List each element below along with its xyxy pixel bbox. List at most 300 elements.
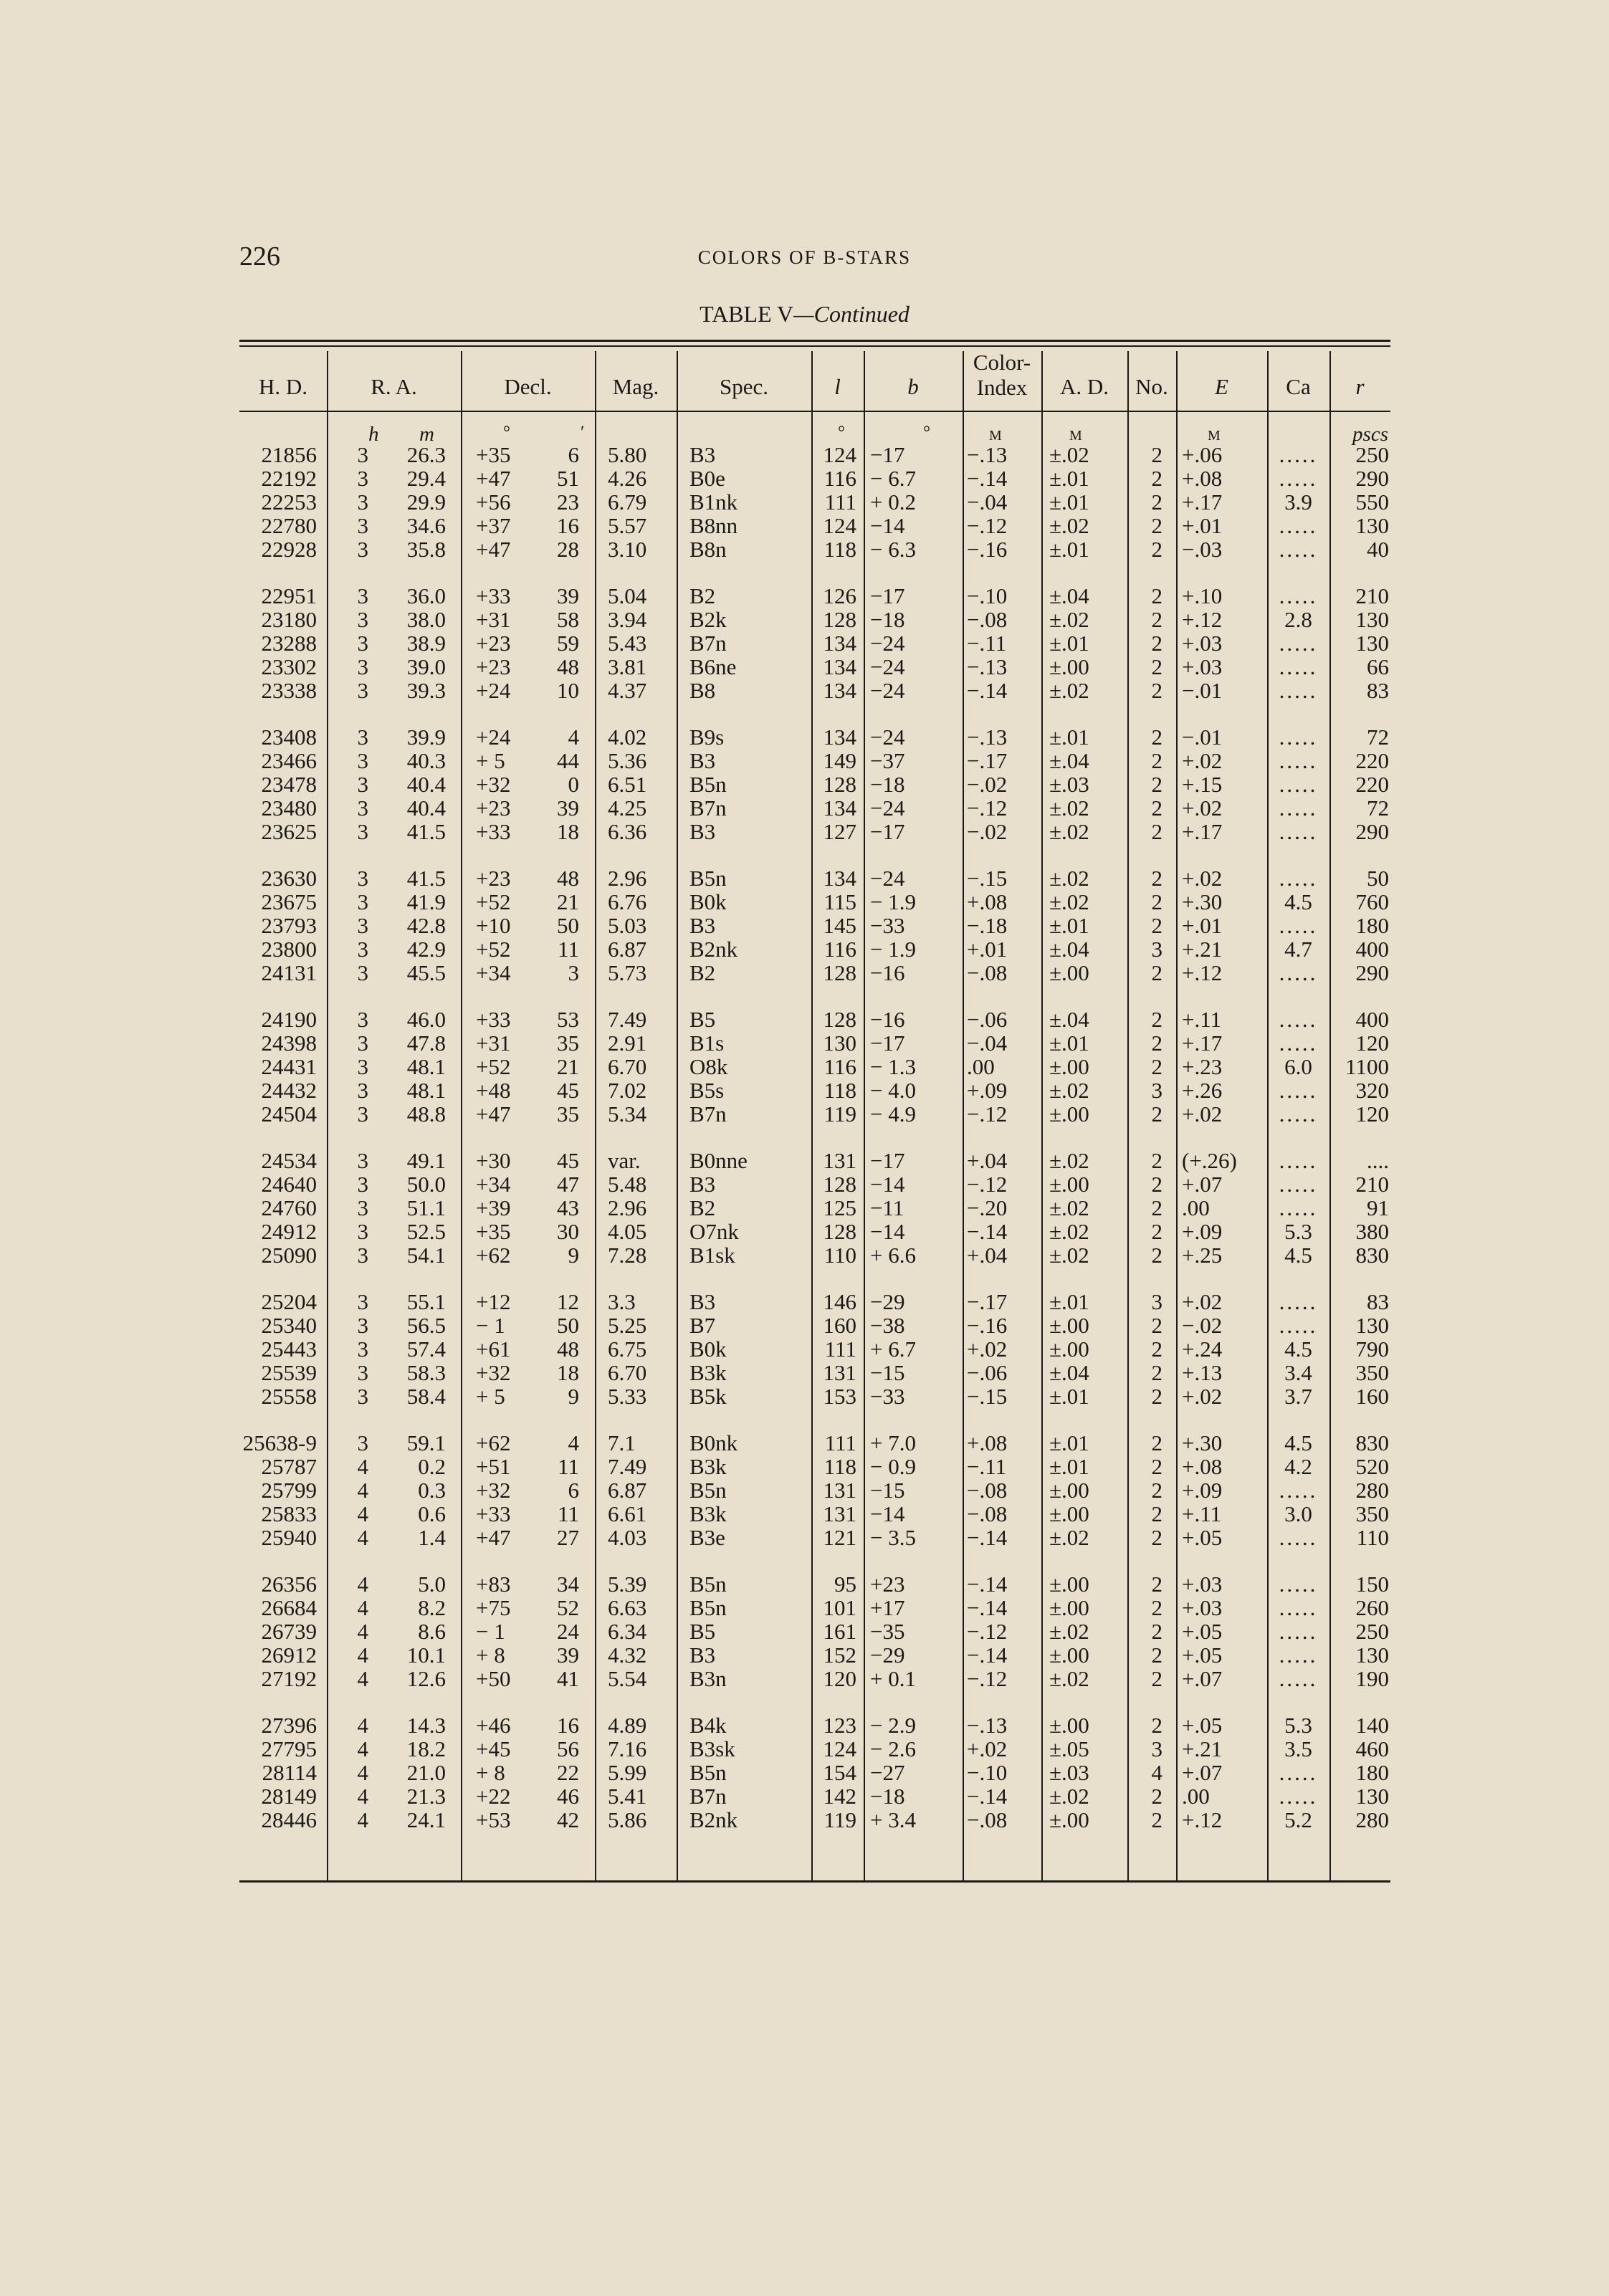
l-cell: 134: [823, 654, 856, 679]
no-cell: 4: [1151, 1760, 1162, 1785]
table-row: [0, 1196, 1609, 1220]
ca-cell: .....: [1279, 466, 1318, 491]
ca-cell: 5.2: [1284, 1807, 1312, 1832]
spec-cell: B2k: [689, 607, 727, 632]
spec-cell: B3k: [689, 1360, 727, 1385]
color-index-cell: .00: [967, 1054, 995, 1079]
decl-degrees-cell: +52: [476, 889, 511, 914]
table-row: [0, 1784, 1609, 1808]
ra-minutes-cell: 1.4: [418, 1525, 446, 1550]
l-cell: 116: [823, 466, 856, 491]
no-cell: 2: [1151, 442, 1162, 467]
l-cell: 119: [823, 1807, 856, 1832]
ca-cell: 4.7: [1284, 937, 1312, 962]
b-cell: − 1.3: [870, 1054, 916, 1079]
decl-minutes-cell: 18: [557, 819, 579, 844]
ra-minutes-cell: 8.2: [418, 1595, 446, 1620]
no-cell: 2: [1151, 1360, 1162, 1385]
decl-degrees-cell: +39: [476, 1195, 511, 1220]
mag-cell: 4.37: [608, 678, 647, 703]
e-cell: +.23: [1182, 1054, 1223, 1079]
decl-degrees-cell: +33: [476, 1501, 511, 1526]
ra-minutes-cell: 29.4: [406, 466, 446, 491]
l-cell: 128: [823, 772, 856, 797]
l-cell: 152: [823, 1642, 856, 1668]
decl-minutes-cell: 21: [557, 889, 579, 914]
ra-minutes-cell: 39.3: [406, 678, 446, 703]
ad-cell: ±.04: [1049, 748, 1089, 773]
table-row: [0, 1596, 1609, 1620]
e-cell: +.12: [1182, 960, 1223, 985]
l-cell: 131: [823, 1360, 856, 1385]
hd-cell: 23478: [261, 772, 317, 797]
table-title-main: TABLE V: [700, 301, 794, 327]
table-row: [0, 749, 1609, 772]
ad-cell: ±.03: [1049, 1760, 1089, 1785]
decl-minutes-cell: 43: [557, 1195, 579, 1220]
r-cell: 130: [1355, 631, 1389, 656]
ca-cell: .....: [1279, 724, 1318, 750]
spec-cell: B3: [689, 442, 716, 467]
hd-cell: 26684: [261, 1595, 317, 1620]
e-cell: −.02: [1182, 1313, 1223, 1338]
hd-cell: 23338: [261, 678, 317, 703]
decl-degrees-cell: +37: [476, 513, 511, 538]
r-cell: 830: [1355, 1430, 1389, 1455]
b-cell: −24: [870, 654, 905, 679]
ca-cell: .....: [1279, 1007, 1318, 1032]
r-cell: 120: [1355, 1101, 1389, 1127]
column-header-mag: Mag.: [612, 374, 659, 399]
column-header-spec: Spec.: [719, 374, 768, 399]
spec-cell: B3: [689, 1289, 716, 1314]
l-cell: 134: [823, 795, 856, 821]
decl-minutes-cell: 24: [557, 1619, 579, 1644]
ca-cell: .....: [1279, 1030, 1318, 1056]
decl-minutes-cell: 22: [557, 1760, 579, 1785]
color-index-cell: −.14: [967, 1572, 1008, 1597]
table-row: [0, 866, 1609, 890]
r-cell: 120: [1355, 1030, 1389, 1056]
e-cell: +.02: [1182, 1289, 1223, 1314]
ad-cell: ±.02: [1049, 1148, 1089, 1173]
decl-degrees-cell: +12: [476, 1289, 511, 1314]
color-index-cell: +.02: [967, 1736, 1008, 1761]
ad-cell: ±.00: [1049, 654, 1089, 679]
r-cell: 320: [1355, 1078, 1389, 1103]
b-cell: − 1.9: [870, 889, 916, 914]
table-row: [0, 655, 1609, 679]
e-cell: −.01: [1182, 678, 1223, 703]
table-row: [0, 1220, 1609, 1243]
hd-cell: 22951: [261, 583, 317, 608]
decl-degrees-cell: +10: [476, 913, 511, 938]
ra-hours-cell: 3: [357, 583, 368, 608]
ad-cell: ±.02: [1049, 795, 1089, 821]
spec-cell: B3k: [689, 1501, 727, 1526]
mag-cell: 5.36: [608, 748, 647, 773]
no-cell: 2: [1151, 607, 1162, 632]
mag-cell: 2.96: [608, 1195, 647, 1220]
unit-ra-minutes: m: [419, 423, 434, 446]
ra-minutes-cell: 48.8: [406, 1101, 446, 1127]
table-row: [0, 467, 1609, 490]
color-index-cell: −.14: [967, 1595, 1008, 1620]
r-cell: 83: [1367, 678, 1389, 703]
b-cell: −16: [870, 960, 905, 985]
decl-minutes-cell: 47: [557, 1172, 579, 1197]
r-cell: 210: [1355, 583, 1389, 608]
hd-cell: 24534: [261, 1148, 317, 1173]
decl-minutes-cell: 45: [557, 1148, 579, 1173]
decl-minutes-cell: 23: [557, 489, 579, 515]
r-cell: 260: [1355, 1595, 1389, 1620]
mag-cell: 4.03: [608, 1525, 647, 1550]
spec-cell: B0k: [689, 889, 727, 914]
ca-cell: .....: [1279, 795, 1318, 821]
ca-cell: .....: [1279, 631, 1318, 656]
no-cell: 2: [1151, 1666, 1162, 1691]
mag-cell: 4.32: [608, 1642, 647, 1668]
e-cell: −.03: [1182, 537, 1223, 562]
no-cell: 2: [1151, 513, 1162, 538]
hd-cell: 25638-9: [242, 1430, 317, 1455]
no-cell: 3: [1151, 1078, 1162, 1103]
l-cell: 115: [823, 889, 856, 914]
mag-cell: 7.49: [608, 1007, 647, 1032]
no-cell: 2: [1151, 795, 1162, 821]
color-index-cell: −.17: [967, 1289, 1008, 1314]
color-index-cell: −.14: [967, 1525, 1008, 1550]
table-row: [0, 1737, 1609, 1761]
b-cell: −14: [870, 513, 905, 538]
color-index-cell: −.12: [967, 1619, 1008, 1644]
table-row: [0, 961, 1609, 985]
color-index-cell: −.06: [967, 1360, 1008, 1385]
color-index-cell: −.12: [967, 1101, 1008, 1127]
spec-cell: B3: [689, 748, 716, 773]
ra-minutes-cell: 21.0: [406, 1760, 446, 1785]
ra-hours-cell: 4: [357, 1454, 368, 1479]
e-cell: +.07: [1182, 1666, 1223, 1691]
ra-minutes-cell: 49.1: [406, 1148, 446, 1173]
ca-cell: .....: [1279, 913, 1318, 938]
decl-minutes-cell: 4: [568, 724, 579, 750]
l-cell: 160: [823, 1313, 856, 1338]
l-cell: 146: [823, 1289, 856, 1314]
ra-minutes-cell: 36.0: [406, 583, 446, 608]
r-cell: 350: [1355, 1501, 1389, 1526]
decl-degrees-cell: +24: [476, 678, 511, 703]
ra-minutes-cell: 41.5: [406, 819, 446, 844]
table-row: [0, 1478, 1609, 1502]
color-index-cell: −.12: [967, 795, 1008, 821]
l-cell: 124: [823, 1736, 856, 1761]
decl-degrees-cell: +33: [476, 1007, 511, 1032]
r-cell: 50: [1367, 866, 1389, 891]
mag-cell: 6.63: [608, 1595, 647, 1620]
ra-hours-cell: 3: [357, 1313, 368, 1338]
hd-cell: 23466: [261, 748, 317, 773]
decl-degrees-cell: +32: [476, 772, 511, 797]
ra-hours-cell: 3: [357, 866, 368, 891]
hd-cell: 23675: [261, 889, 317, 914]
ra-minutes-cell: 58.4: [406, 1384, 446, 1409]
hd-cell: 25090: [261, 1243, 317, 1268]
hd-cell: 21856: [261, 442, 317, 467]
spec-cell: B3e: [689, 1525, 725, 1550]
table-row: [0, 1031, 1609, 1055]
e-cell: −.01: [1182, 724, 1223, 750]
mag-cell: 5.41: [608, 1784, 647, 1809]
table-row: [0, 584, 1609, 608]
ra-hours-cell: 3: [357, 466, 368, 491]
ra-hours-cell: 3: [357, 1336, 368, 1362]
ca-cell: .....: [1279, 1525, 1318, 1550]
l-cell: 124: [823, 513, 856, 538]
spec-cell: B7n: [689, 1784, 727, 1809]
b-cell: −24: [870, 724, 905, 750]
ra-hours-cell: 3: [357, 489, 368, 515]
table-row: [0, 1243, 1609, 1267]
l-cell: 110: [823, 1243, 856, 1268]
spec-cell: B0nne: [689, 1148, 748, 1173]
l-cell: 161: [823, 1619, 856, 1644]
b-cell: − 6.7: [870, 466, 916, 491]
color-index-cell: +.01: [967, 937, 1008, 962]
no-cell: 2: [1151, 1595, 1162, 1620]
mag-cell: 6.61: [608, 1501, 647, 1526]
spec-cell: B7n: [689, 1101, 727, 1127]
ca-cell: .....: [1279, 1289, 1318, 1314]
color-index-cell: −.08: [967, 607, 1008, 632]
ad-cell: ±.04: [1049, 1007, 1089, 1032]
r-cell: 400: [1355, 937, 1389, 962]
b-cell: −16: [870, 1007, 905, 1032]
hd-cell: 23800: [261, 937, 317, 962]
table-row: [0, 1431, 1609, 1455]
b-cell: −18: [870, 1784, 905, 1809]
spec-cell: B5: [689, 1619, 716, 1644]
ad-cell: ±.02: [1049, 607, 1089, 632]
l-cell: 111: [824, 1336, 856, 1362]
mag-cell: 5.48: [608, 1172, 647, 1197]
decl-minutes-cell: 42: [557, 1807, 579, 1832]
ra-hours-cell: 3: [357, 1289, 368, 1314]
decl-degrees-cell: +46: [476, 1713, 511, 1738]
b-cell: −17: [870, 819, 905, 844]
spec-cell: B5n: [689, 1478, 727, 1503]
ra-minutes-cell: 52.5: [406, 1219, 446, 1244]
r-cell: 66: [1367, 654, 1389, 679]
e-cell: +.05: [1182, 1713, 1223, 1738]
mag-cell: 5.33: [608, 1384, 647, 1409]
table-row: [0, 1808, 1609, 1832]
color-index-cell: −.13: [967, 654, 1008, 679]
ad-cell: ±.00: [1049, 1807, 1089, 1832]
color-index-cell: −.20: [967, 1195, 1008, 1220]
b-cell: −18: [870, 772, 905, 797]
spec-cell: B5s: [689, 1078, 725, 1103]
ra-minutes-cell: 57.4: [406, 1336, 446, 1362]
color-index-cell: −.11: [967, 631, 1007, 656]
hd-cell: 24131: [261, 960, 317, 985]
ca-cell: 2.8: [1284, 607, 1312, 632]
decl-degrees-cell: +53: [476, 1807, 511, 1832]
ra-hours-cell: 3: [357, 1430, 368, 1455]
ra-minutes-cell: 8.6: [418, 1619, 446, 1644]
color-index-cell: +.02: [967, 1336, 1008, 1362]
hd-cell: 24760: [261, 1195, 317, 1220]
column-header-l: l: [834, 374, 841, 399]
table-row: [0, 890, 1609, 914]
mag-cell: 5.03: [608, 913, 647, 938]
e-cell: +.03: [1182, 654, 1223, 679]
color-index-cell: −.15: [967, 866, 1008, 891]
table-row: [0, 443, 1609, 467]
no-cell: 2: [1151, 583, 1162, 608]
table-row: [0, 937, 1609, 961]
b-cell: −29: [870, 1642, 905, 1668]
ra-hours-cell: 3: [357, 795, 368, 821]
unit-decl-degrees: °: [503, 423, 510, 442]
decl-minutes-cell: 58: [557, 607, 579, 632]
mag-cell: 7.28: [608, 1243, 647, 1268]
r-cell: 190: [1355, 1666, 1389, 1691]
mag-cell: 5.86: [608, 1807, 647, 1832]
b-cell: + 3.4: [870, 1807, 916, 1832]
decl-minutes-cell: 27: [557, 1525, 579, 1550]
ra-minutes-cell: 21.3: [406, 1784, 446, 1809]
e-cell: +.05: [1182, 1642, 1223, 1668]
ra-minutes-cell: 10.1: [406, 1642, 446, 1668]
color-index-cell: −.04: [967, 1030, 1008, 1056]
decl-degrees-cell: + 8: [476, 1642, 505, 1668]
decl-degrees-cell: +52: [476, 937, 511, 962]
table-row: [0, 1713, 1609, 1737]
mag-cell: 5.57: [608, 513, 647, 538]
l-cell: 120: [823, 1666, 856, 1691]
hd-cell: 25787: [261, 1454, 317, 1479]
decl-minutes-cell: 50: [557, 1313, 579, 1338]
mag-cell: 3.94: [608, 607, 647, 632]
no-cell: 2: [1151, 1313, 1162, 1338]
e-cell: +.30: [1182, 1430, 1223, 1455]
ra-minutes-cell: 50.0: [406, 1172, 446, 1197]
r-cell: 180: [1355, 1760, 1389, 1785]
e-cell: (+.26): [1182, 1148, 1237, 1173]
decl-minutes-cell: 10: [557, 678, 579, 703]
ra-hours-cell: 3: [357, 1360, 368, 1385]
spec-cell: B5n: [689, 1760, 727, 1785]
ad-cell: ±.01: [1049, 724, 1089, 750]
no-cell: 2: [1151, 1454, 1162, 1479]
color-index-cell: +.08: [967, 1430, 1008, 1455]
ra-minutes-cell: 42.9: [406, 937, 446, 962]
table-row: [0, 1102, 1609, 1126]
color-index-cell: −.08: [967, 1478, 1008, 1503]
no-cell: 2: [1151, 866, 1162, 891]
e-cell: +.02: [1182, 795, 1223, 821]
ca-cell: .....: [1279, 1078, 1318, 1103]
b-cell: −33: [870, 1384, 905, 1409]
spec-cell: B4k: [689, 1713, 727, 1738]
color-index-cell: −.12: [967, 1666, 1008, 1691]
l-cell: 116: [823, 937, 856, 962]
decl-minutes-cell: 48: [557, 654, 579, 679]
b-cell: −17: [870, 583, 905, 608]
b-cell: −11: [870, 1195, 904, 1220]
spec-cell: B5n: [689, 1595, 727, 1620]
ca-cell: .....: [1279, 537, 1318, 562]
ad-cell: ±.02: [1049, 1219, 1089, 1244]
ra-hours-cell: 3: [357, 748, 368, 773]
color-index-cell: −.14: [967, 1642, 1008, 1668]
e-cell: +.08: [1182, 466, 1223, 491]
decl-minutes-cell: 35: [557, 1030, 579, 1056]
ra-hours-cell: 3: [357, 1148, 368, 1173]
color-index-cell: −.13: [967, 442, 1008, 467]
l-cell: 131: [823, 1501, 856, 1526]
ad-cell: ±.02: [1049, 1525, 1089, 1550]
running-head: COLORS OF B-STARS: [697, 247, 912, 268]
table-row: [0, 514, 1609, 537]
hd-cell: 25799: [261, 1478, 317, 1503]
decl-degrees-cell: +45: [476, 1736, 511, 1761]
ad-cell: ±.01: [1049, 1384, 1089, 1409]
e-cell: +.09: [1182, 1219, 1223, 1244]
l-cell: 134: [823, 631, 856, 656]
b-cell: − 0.9: [870, 1454, 916, 1479]
color-index-cell: −.14: [967, 1219, 1008, 1244]
ra-hours-cell: 3: [357, 772, 368, 797]
color-index-cell: −.10: [967, 583, 1008, 608]
decl-minutes-cell: 16: [557, 513, 579, 538]
column-header-no: No.: [1135, 374, 1168, 399]
hd-cell: 25539: [261, 1360, 317, 1385]
hd-cell: 23625: [261, 819, 317, 844]
ra-hours-cell: 3: [357, 724, 368, 750]
b-cell: − 2.6: [870, 1736, 916, 1761]
ra-hours-cell: 3: [357, 607, 368, 632]
hd-cell: 24912: [261, 1219, 317, 1244]
ca-cell: .....: [1279, 1619, 1318, 1644]
spec-cell: B5n: [689, 866, 727, 891]
ad-cell: ±.00: [1049, 1313, 1089, 1338]
decl-degrees-cell: +31: [476, 1030, 511, 1056]
decl-minutes-cell: 11: [558, 937, 579, 962]
table-row: [0, 608, 1609, 631]
table-row: [0, 796, 1609, 820]
ca-cell: .....: [1279, 1784, 1318, 1809]
ra-minutes-cell: 58.3: [406, 1360, 446, 1385]
decl-minutes-cell: 51: [557, 466, 579, 491]
table-row: [0, 820, 1609, 843]
hd-cell: 22780: [261, 513, 317, 538]
ra-minutes-cell: 48.1: [406, 1054, 446, 1079]
e-cell: +.03: [1182, 1595, 1223, 1620]
ca-cell: .....: [1279, 1642, 1318, 1668]
decl-minutes-cell: 6: [568, 1478, 579, 1503]
spec-cell: B2nk: [689, 937, 738, 962]
mag-cell: 6.36: [608, 819, 647, 844]
table-row: [0, 1314, 1609, 1337]
table-row: [0, 1620, 1609, 1643]
spec-cell: B5k: [689, 1384, 727, 1409]
ra-minutes-cell: 0.3: [418, 1478, 446, 1503]
column-header-ca: Ca: [1286, 374, 1311, 399]
ad-cell: ±.01: [1049, 1289, 1089, 1314]
